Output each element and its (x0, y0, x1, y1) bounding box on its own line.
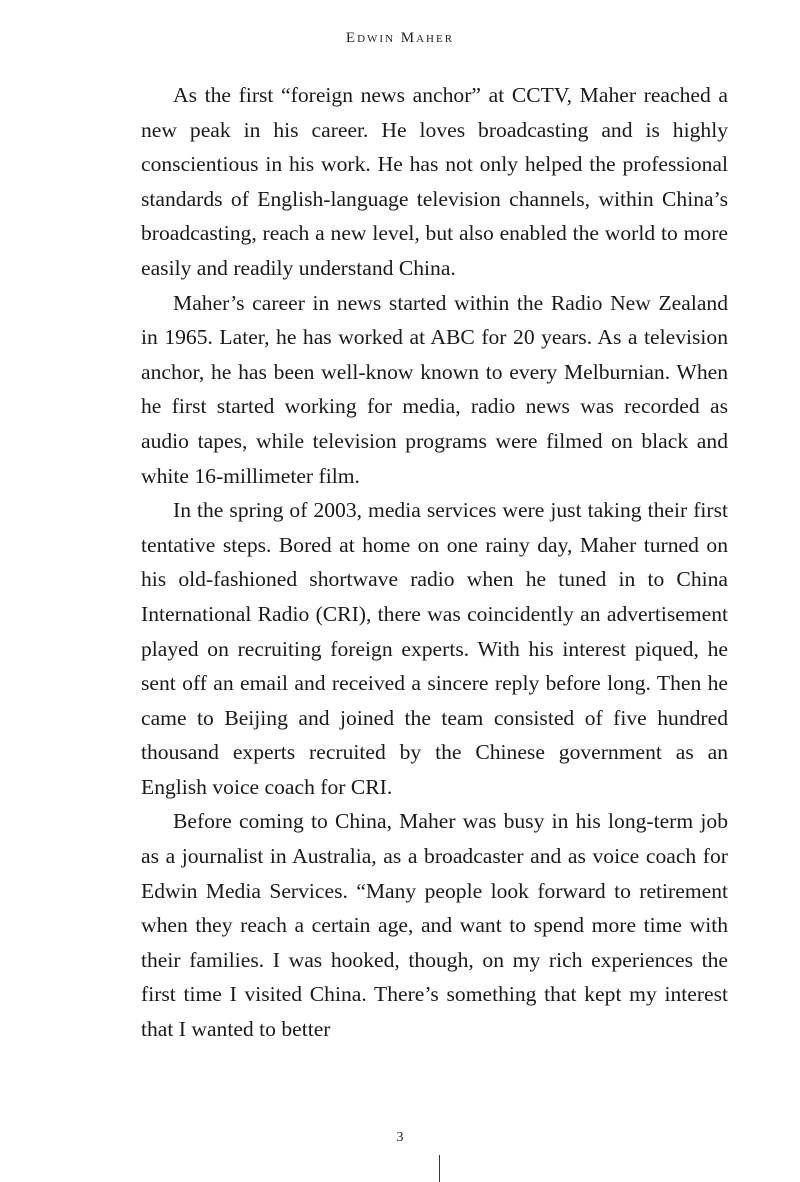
paragraph-4: Before coming to China, Maher was busy in his long-term job as a journalist in Australia, as a broadcaster and as voice coach for Edwin Media Services. “Many people look forward to retirement when they reach a certain age, and want to spend more time with their families. I was hooked, though, on my rich experiences the first time I visited China. There’s something that kept my interest that I wanted to better (141, 809, 728, 1042)
body-text (141, 78, 728, 1047)
paragraph-1: As the first “foreign news anchor” at CCTV, Maher reached a new peak in his career. He loves broadcasting and is highly conscientious in his work. He has not only helped the professional standards of English-language television channels, within China’s broadcasting, reach a new level, but also enabled the world to more easily and readily understand China. (141, 83, 728, 280)
page-number: 3 (396, 1130, 404, 1145)
folio-rule (439, 1155, 440, 1182)
running-head: Edwin Maher (345, 30, 455, 46)
paragraph-3: In the spring of 2003, media services were just taking their first tentative steps. Bored at home on one rainy day, Maher turned on his old-fashioned shortwave radio when he tuned in to China International Radio (CRI), there was coincidently an advertisement played on recruiting foreign experts. With his interest piqued, he sent off an email and received a sincere reply before long. Then he came to Beijing and joined the team consisted of five hundred thousand experts recruited by the Chinese government as an English voice coach for CRI. (141, 498, 728, 799)
paragraph-2: Maher’s career in news started within the Radio New Zealand in 1965. Later, he has worked at ABC for 20 years. As a television anchor, he has been well-know known to every Melburnian. When he first started working for media, radio news was recorded as audio tapes, while television programs were filmed on black and white 16-millimeter film. (141, 290, 728, 488)
